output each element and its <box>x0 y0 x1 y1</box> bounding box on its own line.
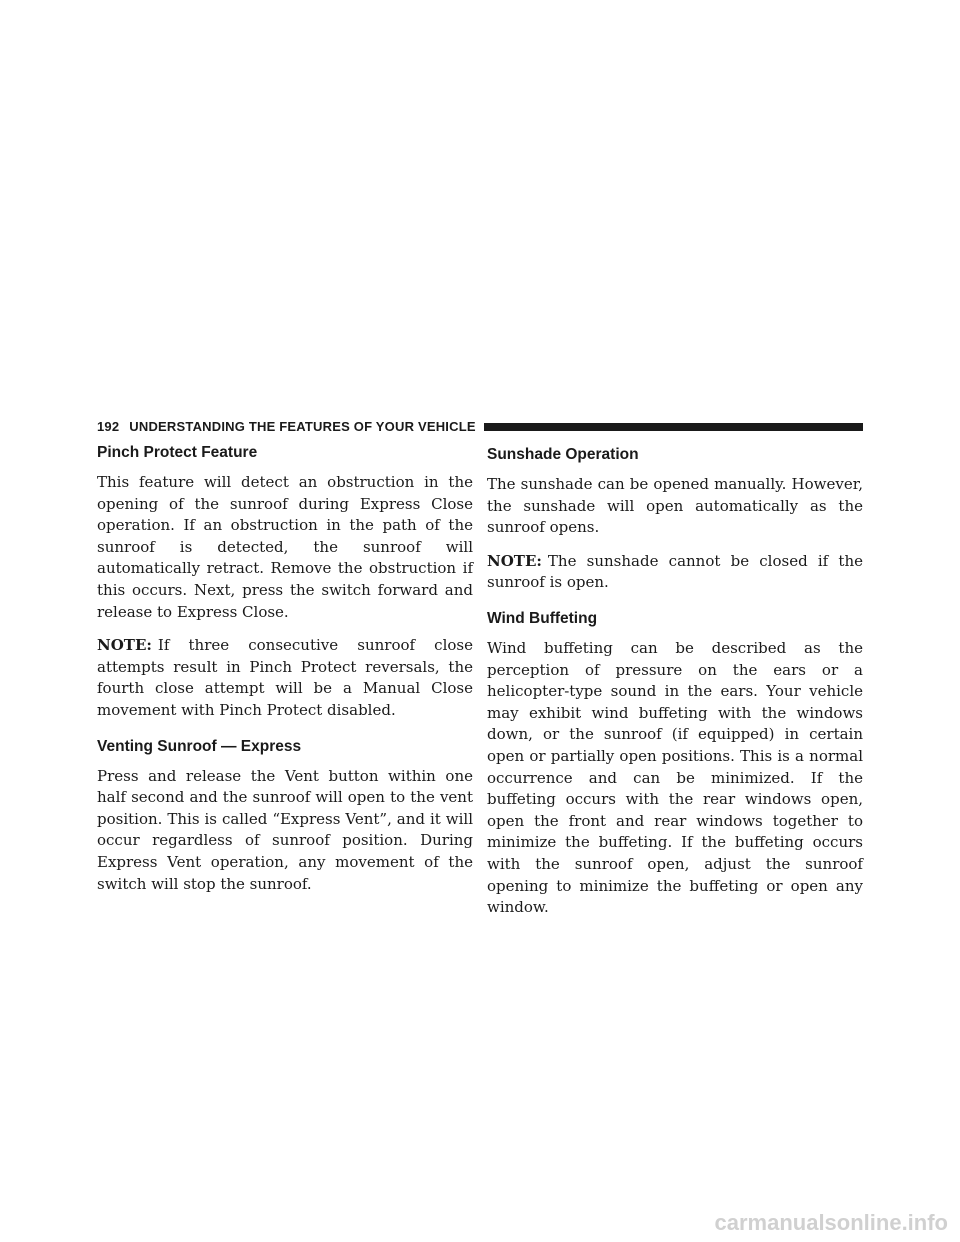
sunshade-body: The sunshade can be opened manually. However, the sunshade will open automatically as the sunroof opens. <box>487 475 863 537</box>
note-text: The sunshade cannot be closed if the sunroof is open. <box>487 551 863 592</box>
note-text: If three consecutive sunroof close attempts result in Pinch Protect reversals, the fourth close attempt will be a Manual Close movement with Pinch Protect disabled. <box>97 636 473 719</box>
pinch-protect-note <box>97 635 473 721</box>
note-label: NOTE: <box>487 551 542 570</box>
page-number: 192 <box>97 419 120 434</box>
sunshade-note <box>487 551 863 594</box>
sunshade-heading: Sunshade Operation <box>487 446 639 463</box>
right-column <box>487 444 863 935</box>
watermark: carmanualsonline.info <box>714 1210 948 1235</box>
sunshade-section <box>487 446 863 594</box>
page-header <box>97 419 863 434</box>
pinch-protect-body: This feature will detect an obstruction in the opening of the sunroof during Express Close operation. If an obstruction in the path of the sunroof is detected, the sunroof will automatically retract. Remove the obstruction if this occurs. Next, press the switch forward and release to Express Close. <box>97 473 473 621</box>
venting-sunroof-heading: Venting Sunroof — Express <box>97 737 302 755</box>
pinch-protect-heading: Pinch Protect Feature <box>97 444 258 461</box>
venting-sunroof-body: Press and release the Vent button within one half second and the sunroof will open to the vent position. This is called “Express Vent”, and it will occur regardless of sunroof position. During Express Vent operation, any movement of the switch will stop the sunroof. <box>97 766 473 893</box>
pinch-protect-section <box>97 444 473 722</box>
left-column <box>97 444 473 911</box>
note-label: NOTE: <box>97 636 152 655</box>
chapter-title: UNDERSTANDING THE FEATURES OF YOUR VEHICLE <box>129 419 476 434</box>
wind-buffeting-body: Wind buffeting can be described as the perception of pressure on the ears or a helicopter-type sound in the ears. Your vehicle may exhibit wind buffeting with the windows down, or the sunroof (if equipped) in certain open or partially open positions. This is a normal occurrence and can be minimized. If the buffeting occurs with the rear windows open, open the front and rear windows together to minimize the buffeting. If the buffeting occurs with the sunroof open, adjust the sunroof opening to minimize the buffeting or open any window. <box>487 638 863 917</box>
header-rule <box>484 423 863 431</box>
wind-buffeting-section <box>487 610 863 919</box>
venting-sunroof-section <box>97 738 473 896</box>
wind-buffeting-heading: Wind Buffeting <box>487 609 598 627</box>
